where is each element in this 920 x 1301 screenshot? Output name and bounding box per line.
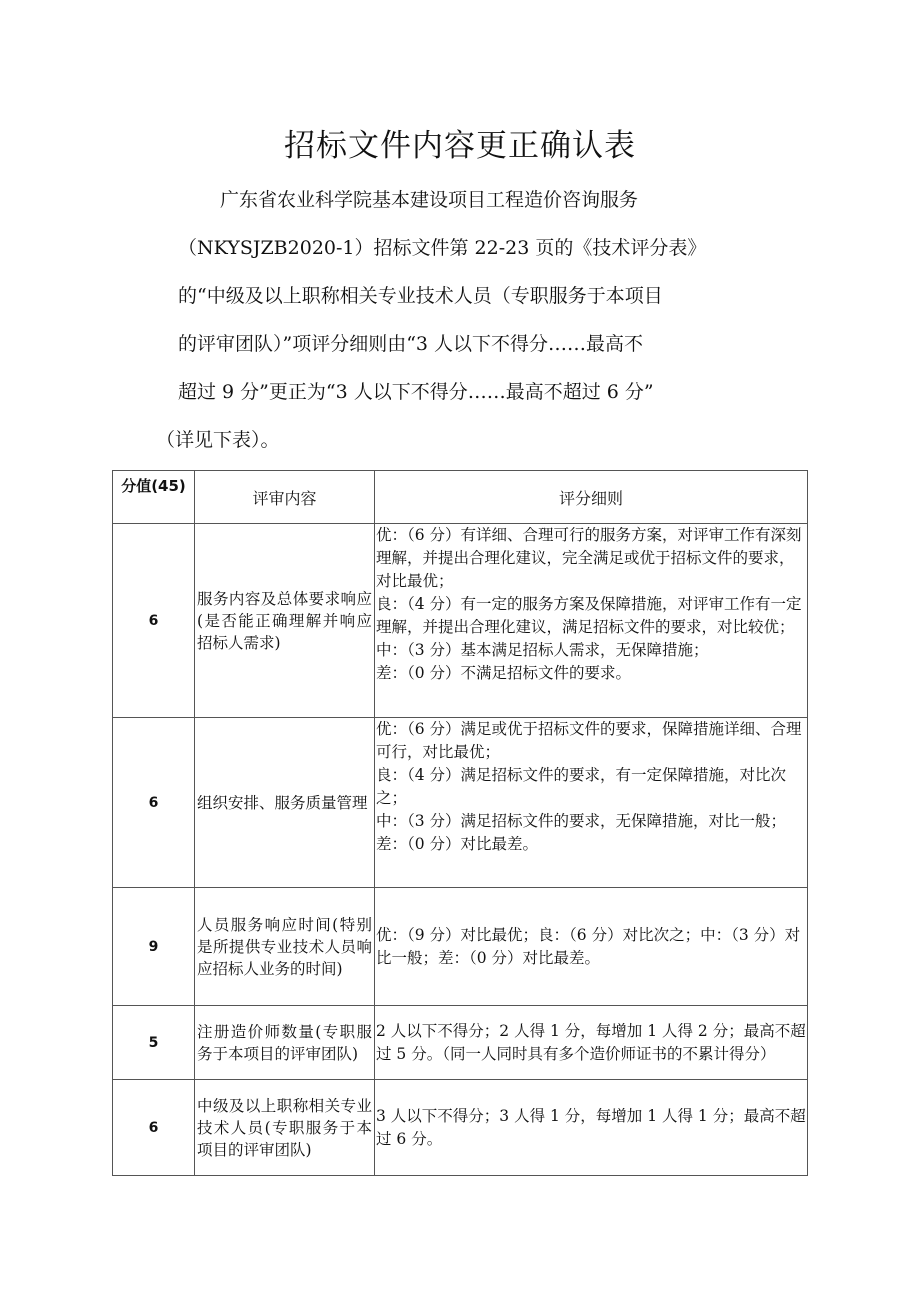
rule-line: 优：（6 分）满足或优于招标文件的要求，保障措施详细、合理可行，对比最优；: [376, 720, 802, 761]
intro-line: 的评审团队）”项评分细则由“3 人以下不得分……最高不: [178, 333, 644, 355]
header-item: 评审内容: [195, 471, 375, 524]
row-rules: [375, 718, 808, 888]
rule-line: 中：（3 分）基本满足招标人需求，无保障措施；: [376, 641, 709, 659]
row-score: 6: [113, 1080, 195, 1176]
rule-line: 2 人以下不得分；2 人得 1 分，每增加 1 人得 2 分；最高不超过 5 分。（同一人同时具有多个造价师证书的不累计得分）: [376, 1021, 806, 1063]
row-rules: [375, 1080, 808, 1176]
row-item: 注册造价师数量(专职服务于本项目的评审团队): [195, 1006, 375, 1080]
table-row: [113, 1080, 808, 1176]
intro-line: 超过 9 分”更正为“3 人以下不得分……最高不超过 6 分”: [178, 381, 654, 403]
row-item: 服务内容及总体要求响应(是否能正确理解并响应招标人需求): [195, 524, 375, 718]
table-row: [113, 524, 808, 718]
table-row: [113, 718, 808, 888]
rule-line: 中：（3 分）满足招标文件的要求，无保障措施，对比一般；: [376, 812, 787, 830]
row-rules: [375, 1006, 808, 1080]
page-title: 招标文件内容更正确认表: [284, 128, 636, 164]
row-item: 组织安排、服务质量管理: [195, 718, 375, 888]
table-row: [113, 1006, 808, 1080]
scoring-table: [112, 470, 808, 1176]
row-item: 人员服务响应时间(特别是所提供专业技术人员响应招标人业务的时间): [195, 888, 375, 1006]
header-score: 分值(45): [113, 471, 195, 524]
rule-line: 3 人以下不得分；3 人得 1 分，每增加 1 人得 1 分；最高不超过 6 分。: [376, 1106, 806, 1148]
header-rules: 评分细则: [375, 471, 808, 524]
row-rules: [375, 524, 808, 718]
rule-line: 良：（4 分）满足招标文件的要求，有一定保障措施，对比次之；: [376, 766, 787, 807]
row-item: 中级及以上职称相关专业技术人员(专职服务于本项目的评审团队): [195, 1080, 375, 1176]
row-score: 6: [113, 524, 195, 718]
intro-paragraph: [156, 176, 748, 464]
intro-line: 广东省农业科学院基本建设项目工程造价咨询服务: [220, 189, 639, 211]
table-row: [113, 888, 808, 1006]
table-header-row: [113, 471, 808, 524]
row-score: 5: [113, 1006, 195, 1080]
row-score: 9: [113, 888, 195, 1006]
rule-line: 良：（4 分）有一定的服务方案及保障措施，对评审工作有一定理解，并提出合理化建议，满足招标文件的要求，对比较优；: [376, 595, 802, 636]
row-score: 6: [113, 718, 195, 888]
rule-line: 差：（0 分）对比最差。: [376, 835, 539, 853]
intro-line: 的“中级及以上职称相关专业技术人员（专职服务于本项目: [178, 285, 663, 307]
intro-line: （NKYSJZB2020-1）招标文件第 22-23 页的《技术评分表》: [178, 237, 707, 259]
rule-line: 优：（9 分）对比最优；良：（6 分）对比次之；中：（3 分）对比一般；差：（0 分）对比最差。: [376, 925, 801, 967]
row-rules: [375, 888, 808, 1006]
intro-line: （详见下表）。: [156, 429, 280, 451]
rule-line: 差：（0 分）不满足招标文件的要求。: [376, 664, 632, 682]
rule-line: 优：（6 分）有详细、合理可行的服务方案，对评审工作有深刻理解，并提出合理化建议，完全满足或优于招标文件的要求，对比最优；: [376, 526, 802, 590]
